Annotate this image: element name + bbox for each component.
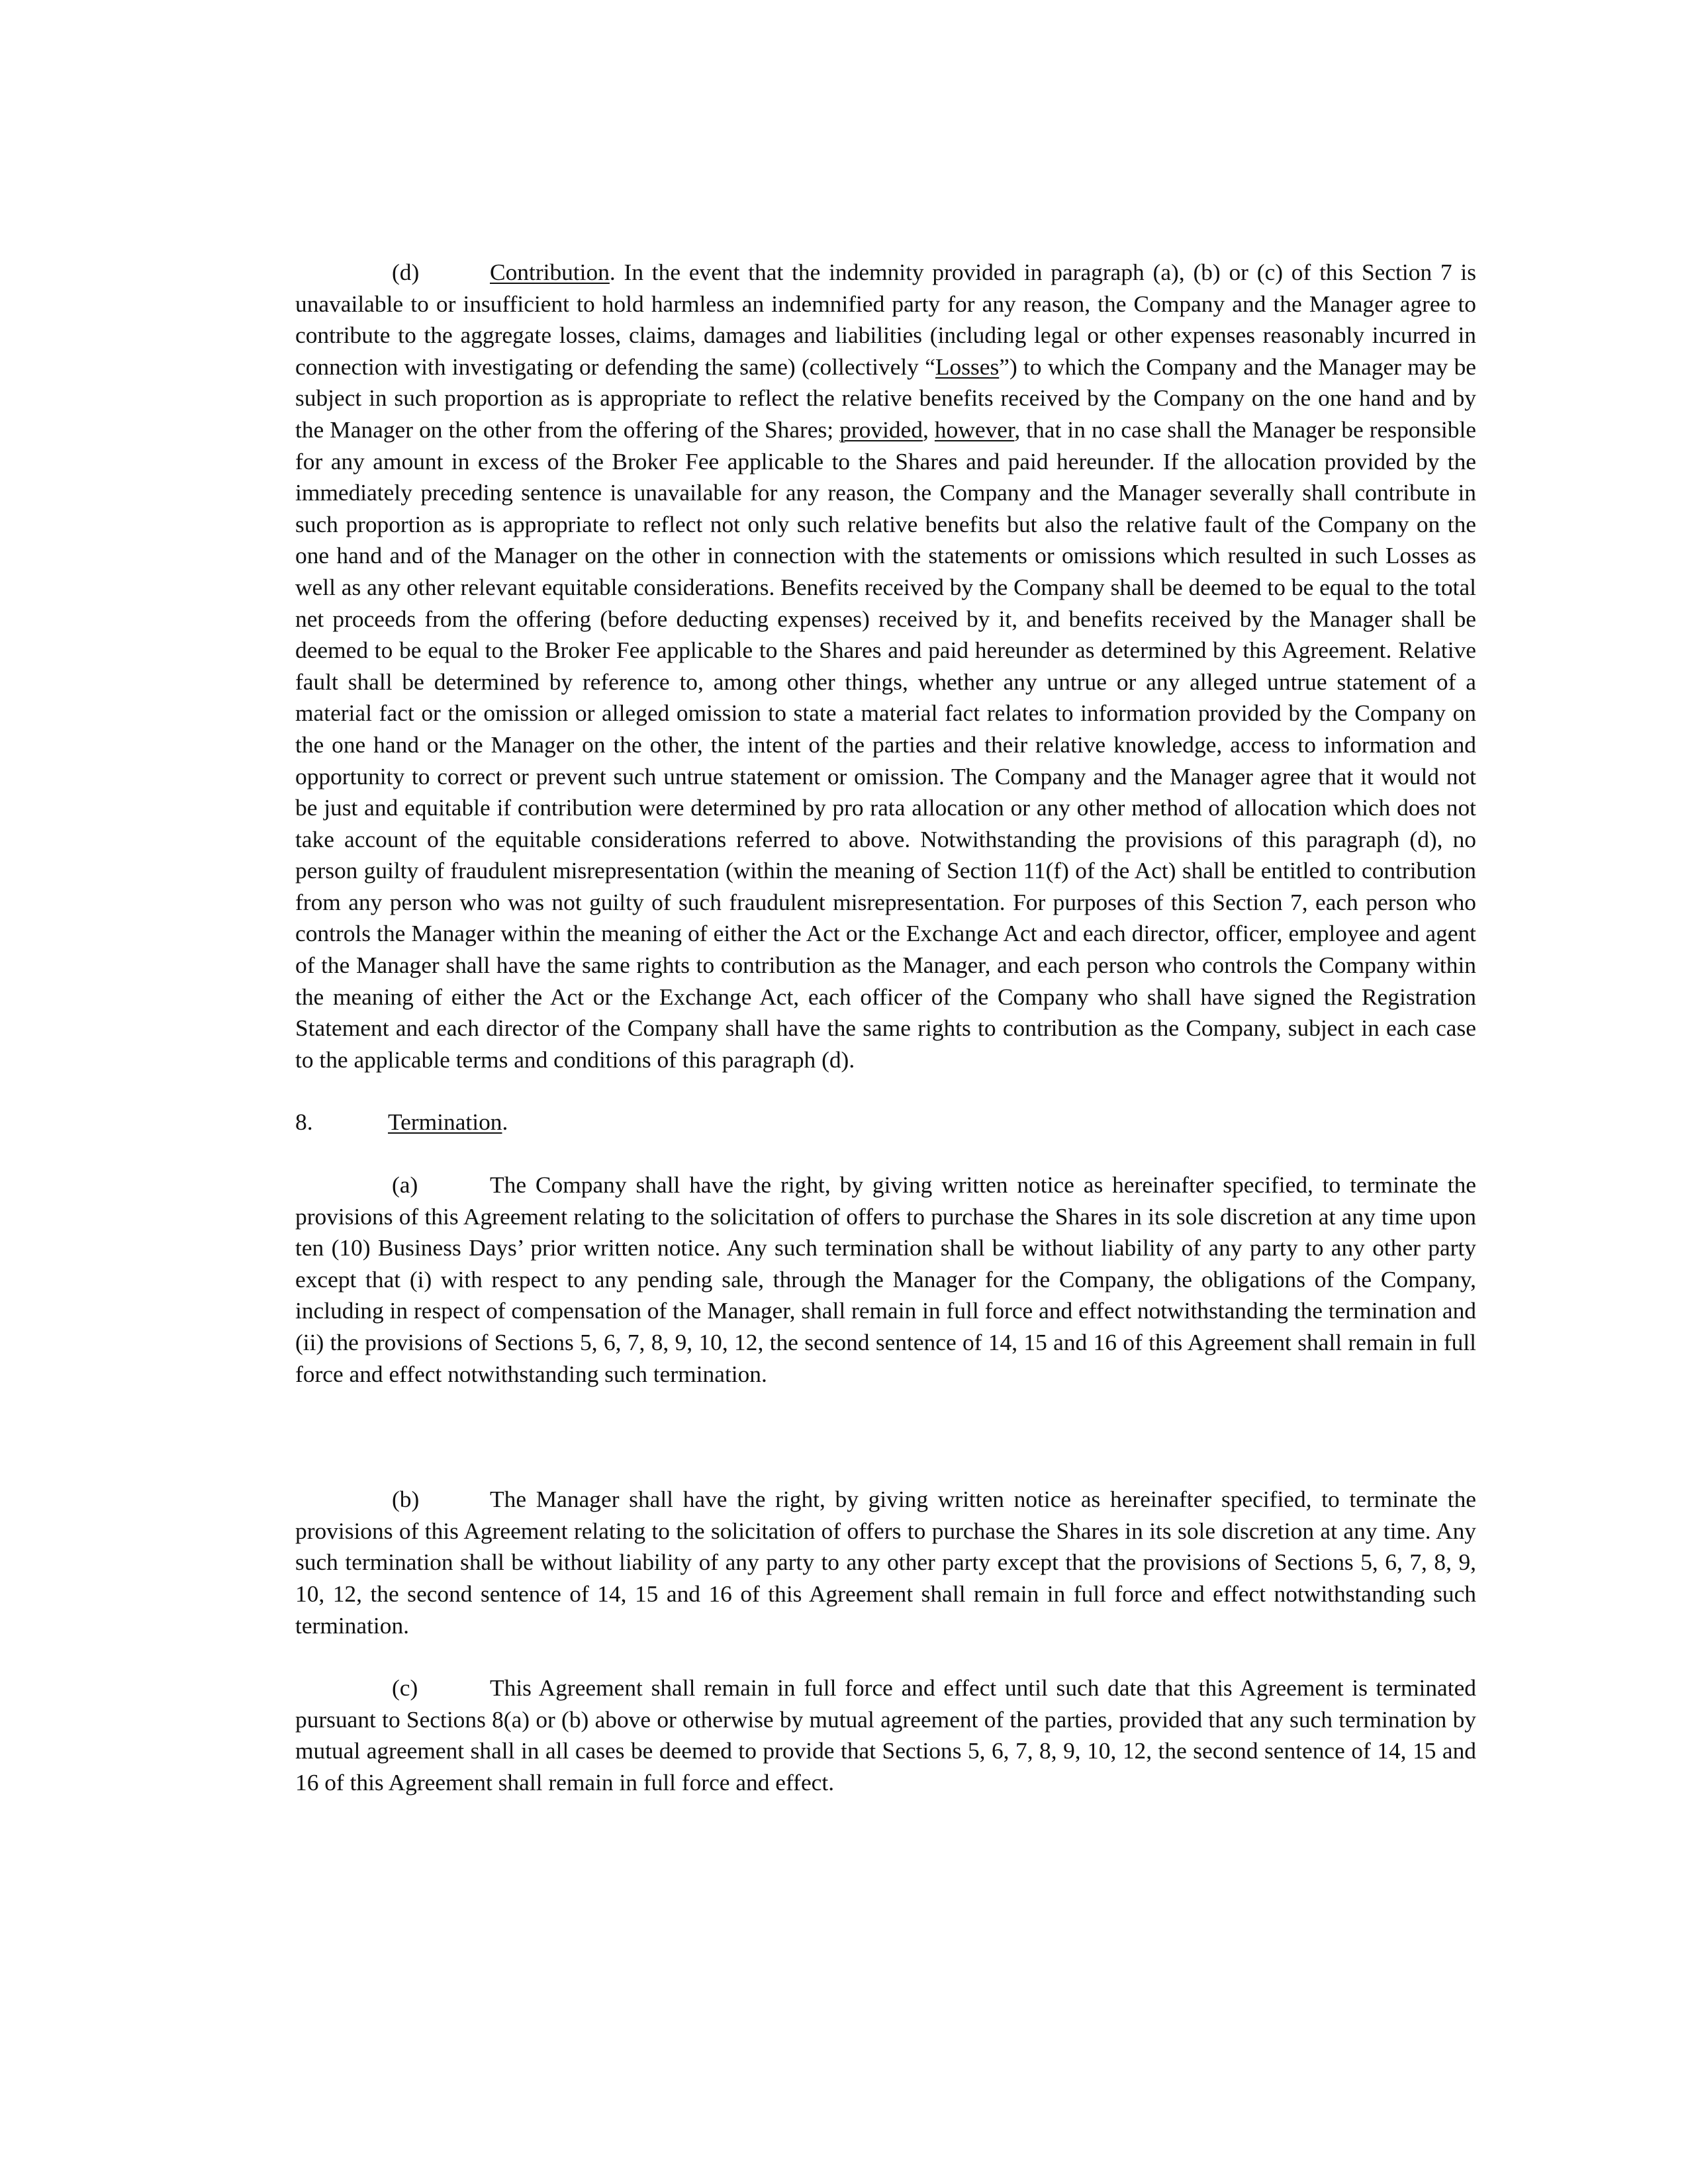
paragraph-7d-contribution <box>295 257 1476 1075</box>
paragraph-8c <box>295 1672 1476 1798</box>
section-title-period: . <box>502 1109 508 1136</box>
document-page <box>295 257 1476 1799</box>
paragraph-text: . In the event that the indemnity provided in paragraph (a), (b) or (c) of this Section 7 is unavailable to or insufficient to hold harmless an indemnified party for any reason, the Company and the Manager agree to contribute to the aggregate losses, claims, damages and liabilities (including legal or other expenses reasonably incurred in connection with investigating or defending the same) (collectively “ <box>295 259 1476 380</box>
paragraph-text: ”) to which the Company and the Manager may be subject in such proportion as is appropriate to reflect the relative benefits received by the Company on the one hand and by the Manager on the other from the offering of the Shares; <box>295 353 1476 443</box>
paragraph-label: (c) <box>392 1674 418 1702</box>
proviso-term: provided <box>839 416 923 443</box>
paragraph-8b <box>295 1484 1476 1641</box>
paragraph-text: This Agreement shall remain in full force and effect until such date that this Agreement is terminated pursuant to Sections 8(a) or (b) above or otherwise by mutual agreement of the parties, provided that any such termination by mutual agreement shall in all cases be deemed to provide that Sections 5, 6, 7, 8, 9, 10, 12, the second sentence of 14, 15 and 16 of this Agreement shall remain in full force and effect. <box>295 1674 1476 1796</box>
paragraph-text: The Company shall have the right, by giving written notice as hereinafter specified, to terminate the provisions of this Agreement relating to the solicitation of offers to purchase the Shares in its sole discretion at any time upon ten (10) Business Days’ prior written notice. Any such termination shall be without liability of any party to any other party except that (i) with respect to any pending sale, through the Manager for the Company, the obligations of the Company, including in respect of compensation of the Manager, shall remain in full force and effect notwithstanding the termination and (ii) the provisions of Sections 5, 6, 7, 8, 9, 10, 12, the second sentence of 14, 15 and 16 of this Agreement shall remain in full force and effect notwithstanding such termination. <box>295 1171 1476 1387</box>
proviso-term: however <box>934 416 1015 443</box>
defined-term: Losses <box>935 353 1000 380</box>
paragraph-text: The Manager shall have the right, by giving written notice as hereinafter specified, to terminate the provisions of this Agreement relating to the solicitation of offers to purchase the Shares in its sole discretion at any time. Any such termination shall be without liability of any party to any other party except that the provisions of Sections 5, 6, 7, 8, 9, 10, 12, the second sentence of 14, 15 and 16 of this Agreement shall remain in full force and effect notwithstanding such termination. <box>295 1486 1476 1639</box>
paragraph-8a <box>295 1169 1476 1390</box>
section-8-heading <box>295 1107 1476 1138</box>
section-number: 8. <box>295 1109 313 1136</box>
paragraph-text: , that in no case shall the Manager be responsible for any amount in excess of the Broker Fee applicable to the Shares and paid hereunder. If the allocation provided by the immediately preceding sentence is unavailable for any reason, the Company and the Manager severally shall contribute in such proportion as is appropriate to reflect not only such relative benefits but also the relative fault of the Company on the one hand and of the Manager on the other in connection with the statements or omissions which resulted in such Losses as well as any other relevant equitable considerations. Benefits received by the Company shall be deemed to be equal to the total net proceeds from the offering (before deducting expenses) received by it, and benefits received by the Manager shall be deemed to be equal to the Broker Fee applicable to the Shares and paid hereunder as determined by this Agreement. Relative fault shall be determined by reference to, among other things, whether any untrue or any alleged untrue statement of a material fact or the omission or alleged omission to state a material fact relates to information provided by the Company on the one hand or the Manager on the other, the intent of the parties and their relative knowledge, access to information and opportunity to correct or prevent such untrue statement or omission. The Company and the Manager agree that it would not be just and equitable if contribution were determined by pro rata allocation or any other method of allocation which does not take account of the equitable considerations referred to above. Notwithstanding the provisions of this paragraph (d), no person guilty of fraudulent misrepresentation (within the meaning of Section 11(f) of the Act) shall be entitled to contribution from any person who was not guilty of such fraudulent misrepresentation. For purposes of this Section 7, each person who controls the Manager within the meaning of either the Act or the Exchange Act and each director, officer, employee and agent of the Manager shall have the same rights to contribution as the Manager, and each person who controls the Company within the meaning of either the Act or the Exchange Act, each officer of the Company who shall have signed the Registration Statement and each director of the Company shall have the same rights to contribution as the Company, subject in each case to the applicable terms and conditions of this paragraph (d). <box>295 416 1476 1073</box>
paragraph-label: (b) <box>392 1486 420 1513</box>
paragraph-label: (d) <box>392 259 420 285</box>
paragraph-label: (a) <box>392 1171 418 1199</box>
section-title: Termination <box>388 1109 502 1136</box>
paragraph-text: , <box>923 416 935 443</box>
paragraph-title: Contribution <box>490 259 610 285</box>
